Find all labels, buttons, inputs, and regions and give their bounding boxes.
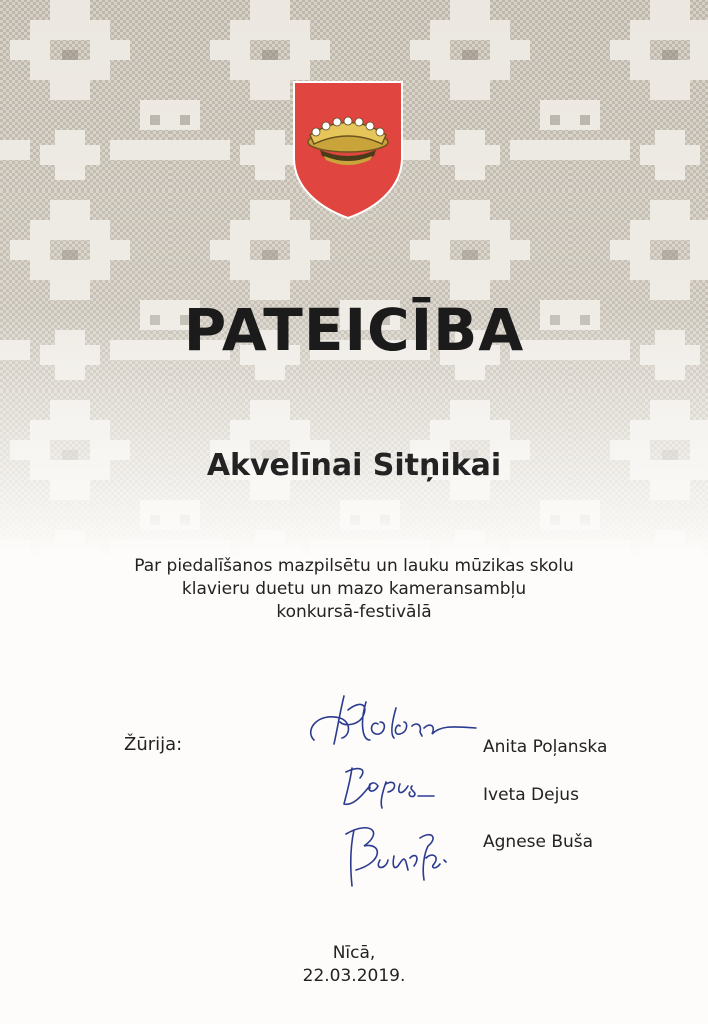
jury-member-name: Agnese Buša — [483, 832, 594, 852]
place: Nīcā, — [332, 943, 376, 963]
certificate-title: PATEICĪBA — [183, 296, 525, 364]
coat-of-arms-icon — [290, 80, 406, 220]
signature-3 — [340, 816, 460, 890]
jury-member-name: Iveta Dejus — [483, 785, 579, 805]
place-and-date — [0, 942, 708, 988]
description-line: konkursā-festivālā — [276, 602, 432, 622]
signature-1 — [300, 682, 480, 752]
signature-2 — [338, 758, 448, 810]
jury-label: Žūrija: — [124, 734, 183, 755]
description — [100, 555, 608, 624]
description-line: Par piedalīšanos mazpilsētu un lauku mūzikas skolu — [134, 556, 574, 576]
description-line: klavieru duetu un mazo kameransambļu — [181, 579, 527, 599]
jury-member-name: Anita Poļanska — [483, 737, 608, 757]
date: 22.03.2019. — [302, 966, 406, 986]
recipient-name: Akvelīnai Sitņikai — [206, 448, 502, 483]
